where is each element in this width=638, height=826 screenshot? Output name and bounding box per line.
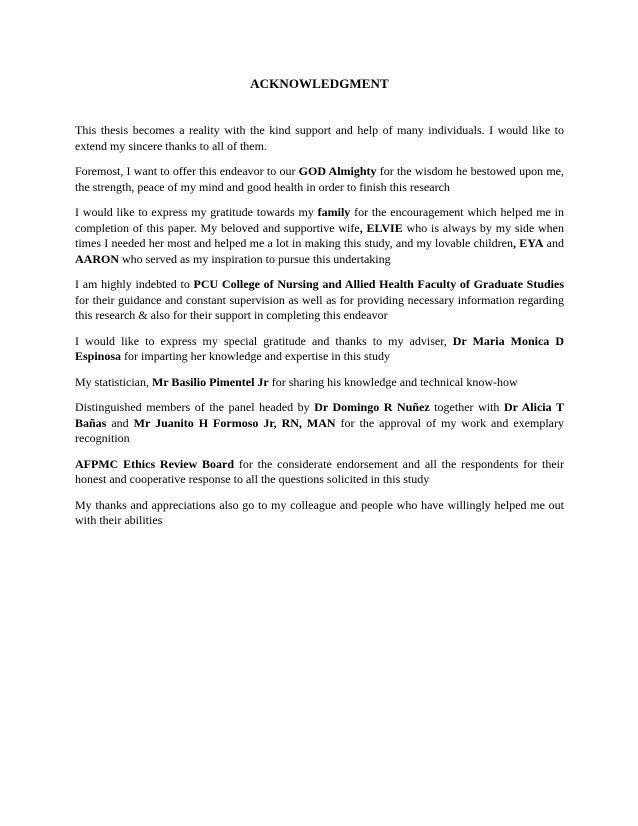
paragraph-text: for the wisdom he bestowed upon me, the strength, peace of my mind and good health in order to finish this research: [75, 164, 565, 194]
acknowledgment-paragraph: [75, 205, 564, 267]
acknowledgment-paragraph: [75, 457, 564, 488]
acknowledgment-paragraph: [75, 498, 564, 529]
bold-name: Dr Maria Monica D Espinosa: [75, 333, 565, 363]
paragraph-text: I would like to express my gratitude towards my: [75, 205, 318, 219]
paragraph-text: who served as my inspiration to pursue this undertaking: [119, 251, 391, 266]
paragraph-text: together with: [429, 400, 504, 414]
paragraph-text: for the encouragement which helped me in completion of this paper. My beloved and supportive wife: [75, 205, 564, 235]
acknowledgment-paragraph: [75, 277, 564, 324]
acknowledgment-paragraph: [75, 164, 564, 195]
bold-name: Mr Juanito H Formoso Jr, RN, MAN: [133, 415, 336, 430]
bold-name: AFPMC Ethics Review Board: [75, 456, 235, 471]
bold-name: , ELVIE: [359, 220, 403, 235]
bold-name: PCU College of Nursing and Allied Health Faculty of Graduate Studies: [193, 277, 565, 291]
paragraph-text: My statistician,: [75, 374, 152, 389]
paragraph-text: and: [106, 415, 134, 430]
page-title: ACKNOWLEDGMENT: [250, 76, 389, 91]
paragraph-text: I would like to express my special gratitude and thanks to my adviser,: [75, 333, 453, 348]
paragraph-text: and: [543, 236, 565, 250]
paragraph-text: for the considerate endorsement and all the respondents for their honest and cooperative response to all the questions solicited in this study: [75, 456, 564, 486]
paragraph-container: [75, 123, 564, 529]
bold-name: Dr Alicia T Bañas: [75, 400, 564, 430]
bold-name: , EYA: [512, 236, 544, 250]
acknowledgment-paragraph: [75, 123, 564, 154]
bold-name: family: [317, 205, 351, 219]
bold-name: GOD Almighty: [298, 164, 377, 178]
paragraph-text: Foremost, I want to offer this endeavor to our: [75, 164, 299, 178]
bold-name: AARON: [75, 251, 119, 266]
document-page: [75, 76, 564, 539]
paragraph-text: My thanks and appreciations also go to my colleague and people who have willingly helped me out with their abilities: [75, 497, 564, 527]
paragraph-text: I am highly indebted to: [75, 277, 194, 291]
paragraph-text: This thesis becomes a reality with the kind support and help of many individuals. I would like to extend my sincere thanks to all of them.: [75, 123, 564, 153]
paragraph-text: for the approval of my work and exemplary recognition: [75, 415, 565, 445]
bold-name: Mr Basilio Pimentel Jr: [152, 374, 269, 389]
acknowledgment-paragraph: [75, 375, 564, 391]
paragraph-text: Distinguished members of the panel headed by: [75, 400, 315, 414]
acknowledgment-paragraph: [75, 400, 564, 447]
bold-name: Dr Domingo R Nuñez: [314, 400, 430, 414]
paragraph-text: for their guidance and constant supervision as well as for providing necessary information regarding this research & also for their support in completing this endeavor: [75, 292, 564, 322]
paragraph-text: for imparting her knowledge and expertise in this study: [121, 349, 390, 363]
acknowledgment-paragraph: [75, 334, 564, 365]
paragraph-text: for sharing his knowledge and technical know-how: [268, 374, 518, 389]
paragraph-text: who is always by my side when times I needed her most and helped me a lot in making this study, and my lovable children: [75, 220, 564, 250]
